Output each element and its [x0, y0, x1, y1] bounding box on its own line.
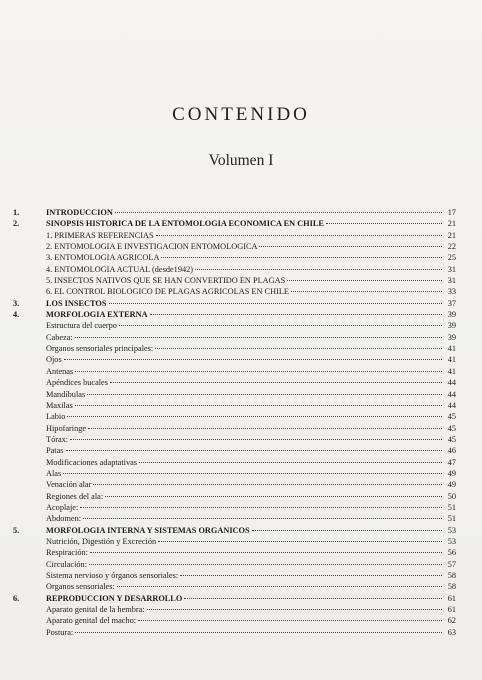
toc-entry-title: 2. ENTOMOLOGIA E INVESTIGACION ENTOMOLOGICA	[46, 242, 258, 252]
toc-entry-title: Labio	[46, 412, 66, 422]
toc-entry-title: MORFOLOGIA INTERNA Y SISTEMAS ORGANICOS	[46, 525, 250, 535]
toc-chapter-row	[0, 593, 482, 604]
toc-page-number: 51	[447, 514, 456, 524]
toc-chapter-number: 6.	[13, 593, 20, 603]
toc-entry-title: Respiración:	[46, 548, 88, 558]
toc-page-number: 45	[447, 434, 456, 444]
toc-entry	[46, 615, 456, 626]
toc-section-row	[0, 286, 482, 297]
toc-entry	[46, 547, 456, 558]
toc-entry-title: Patas	[46, 446, 64, 456]
toc-entry-title: REPRODUCCION Y DESARROLLO	[46, 593, 183, 603]
dot-leader	[83, 518, 442, 519]
toc-page-number: 25	[447, 253, 456, 263]
toc-entry-title: Maxilas	[46, 400, 73, 410]
toc-section-row	[0, 570, 482, 581]
toc-entry	[46, 218, 456, 229]
toc-section-row	[0, 468, 482, 479]
toc-entry-title: Circulación:	[46, 559, 88, 569]
toc-page-number: 50	[447, 491, 456, 501]
dot-leader	[75, 405, 442, 406]
toc-section-row	[0, 547, 482, 558]
dot-leader	[150, 314, 442, 315]
toc-entry	[46, 286, 456, 297]
toc-entry-title: Regiones del ala:	[46, 491, 104, 501]
toc-entry	[46, 479, 456, 490]
toc-section-row	[0, 275, 482, 286]
toc-entry-title: 3. ENTOMOLOGIA AGRICOLA	[46, 253, 160, 263]
toc-entry-title: Apéndices bucales	[46, 378, 108, 388]
toc-entry-title: Aparato genital de la hembra:	[46, 605, 145, 615]
toc-entry-title: Estructura del cuerpo	[46, 321, 117, 331]
toc-page-number: 33	[447, 287, 456, 297]
dot-leader	[195, 269, 442, 270]
dot-leader	[161, 257, 442, 258]
toc-section-row	[0, 320, 482, 331]
dot-leader	[109, 303, 443, 304]
dot-leader	[119, 325, 442, 326]
toc-entry-title: Postura:	[46, 627, 74, 637]
table-of-contents	[0, 207, 482, 638]
dot-leader	[287, 280, 442, 281]
toc-page-number: 44	[447, 389, 456, 399]
toc-chapter-number: 3.	[13, 298, 20, 308]
toc-page-number: 17	[447, 208, 456, 217]
toc-entry	[46, 513, 456, 524]
toc-entry	[46, 468, 456, 479]
toc-section-row	[0, 411, 482, 422]
dot-leader	[138, 620, 442, 621]
toc-entry	[46, 627, 456, 638]
toc-entry-title: Antenas	[46, 366, 74, 376]
dot-leader	[180, 575, 442, 576]
dot-leader	[66, 450, 442, 451]
toc-section-row	[0, 457, 482, 468]
toc-section-row	[0, 479, 482, 490]
dot-leader	[147, 609, 442, 610]
toc-page-number: 61	[447, 593, 456, 603]
dot-leader	[67, 416, 442, 417]
toc-page-number: 45	[447, 412, 456, 422]
toc-entry-title: Ojos	[46, 355, 62, 365]
toc-section-row	[0, 252, 482, 263]
toc-section-row	[0, 423, 482, 434]
toc-page-number: 53	[447, 525, 456, 535]
toc-page-number: 21	[447, 219, 456, 229]
toc-page-number: 39	[447, 321, 456, 331]
toc-page-number: 58	[447, 582, 456, 592]
toc-chapter-row	[0, 207, 482, 218]
toc-page-number: 57	[447, 559, 456, 569]
dot-leader	[291, 291, 442, 292]
dot-leader	[115, 212, 442, 213]
toc-section-row	[0, 559, 482, 570]
toc-section-row	[0, 377, 482, 388]
toc-section-row	[0, 445, 482, 456]
toc-page-number: 22	[447, 242, 456, 252]
toc-page-number: 39	[447, 310, 456, 320]
toc-entry-title: 5. INSECTOS NATIVOS QUE SE HAN CONVERTIDO EN PLAGAS	[46, 276, 286, 286]
toc-page-number: 62	[447, 616, 456, 626]
toc-entry	[46, 354, 456, 365]
dot-leader	[75, 337, 442, 338]
toc-page-number: 46	[447, 446, 456, 456]
dot-leader	[155, 348, 442, 349]
toc-entry-title: Nutrición, Digestión y Excreción	[46, 536, 157, 546]
toc-entry	[46, 389, 456, 400]
dot-leader	[156, 235, 442, 236]
toc-chapter-row	[0, 525, 482, 536]
toc-entry	[46, 343, 456, 354]
toc-entry-title: LOS INSECTOS	[46, 298, 107, 308]
toc-page-number: 51	[447, 502, 456, 512]
toc-entry-title: Organos sensoriales:	[46, 582, 115, 592]
dot-leader	[88, 428, 442, 429]
dot-leader	[75, 371, 442, 372]
toc-chapter-row	[0, 218, 482, 229]
toc-section-row	[0, 366, 482, 377]
volume-subtitle: Volumen I	[208, 152, 274, 169]
toc-chapter-row	[0, 298, 482, 309]
toc-entry-title: Alas	[46, 468, 62, 478]
toc-page-number: 41	[447, 344, 456, 354]
toc-entry-title: 1. PRIMERAS REFERENCIAS	[46, 230, 154, 240]
toc-entry-title: Modificaciones adaptativas	[46, 457, 138, 467]
toc-entry	[46, 264, 456, 275]
toc-entry	[46, 275, 456, 286]
dot-leader	[110, 382, 442, 383]
toc-entry-title: Mandíbulas	[46, 389, 86, 399]
toc-entry-title: MORFOLOGIA EXTERNA	[46, 310, 148, 320]
toc-page-number: 49	[447, 480, 456, 490]
toc-entry-title: 4. ENTOMOLOGIA ACTUAL (desde1942)	[46, 264, 194, 274]
toc-chapter-number: 2.	[13, 219, 20, 229]
toc-entry-title: Aparato genital del macho:	[46, 616, 137, 626]
toc-page-number: 49	[447, 468, 456, 478]
toc-entry	[46, 241, 456, 252]
toc-entry	[46, 502, 456, 513]
dot-leader	[90, 552, 442, 553]
toc-entry-title: Abdomen:	[46, 514, 82, 524]
toc-entry-title: Acoplaje:	[46, 502, 79, 512]
toc-chapter-number: 4.	[13, 310, 20, 320]
toc-section-row	[0, 615, 482, 626]
toc-page-number: 47	[447, 457, 456, 467]
toc-entry	[46, 400, 456, 411]
toc-entry	[46, 252, 456, 263]
toc-entry	[46, 411, 456, 422]
toc-entry-title: Tórax:	[46, 434, 69, 444]
toc-entry-title: Sistema nervioso y órganos sensoriales:	[46, 571, 179, 580]
toc-page-number: 39	[447, 332, 456, 342]
toc-entry	[46, 559, 456, 570]
toc-page-number: 41	[447, 355, 456, 365]
toc-section-row	[0, 241, 482, 252]
dot-leader	[93, 484, 442, 485]
toc-chapter-number: 5.	[13, 525, 20, 535]
toc-entry	[46, 230, 456, 241]
toc-entry	[46, 536, 456, 547]
dot-leader	[70, 439, 442, 440]
toc-page-number: 37	[447, 298, 456, 308]
toc-page-number: 45	[447, 423, 456, 433]
dot-leader	[326, 223, 442, 224]
toc-entry	[46, 309, 456, 320]
toc-entry	[46, 491, 456, 502]
toc-chapter-number: 1.	[13, 208, 20, 217]
toc-section-row	[0, 389, 482, 400]
dot-leader	[75, 632, 442, 633]
toc-entry	[46, 423, 456, 434]
toc-entry	[46, 298, 456, 309]
toc-entry	[46, 593, 456, 604]
toc-page-number: 31	[447, 276, 456, 286]
toc-entry-title: 6. EL CONTROL BIOLOGICO DE PLAGAS AGRICOLAS EN CHILE	[46, 287, 289, 297]
dot-leader	[80, 507, 442, 508]
dot-leader	[63, 473, 442, 474]
dot-leader	[252, 530, 442, 531]
toc-page-number: 41	[447, 366, 456, 376]
toc-entry-title: Hipofaringe	[46, 423, 87, 433]
toc-entry	[46, 457, 456, 468]
toc-section-row	[0, 536, 482, 547]
toc-section-row	[0, 332, 482, 343]
toc-entry	[46, 377, 456, 388]
toc-section-row	[0, 354, 482, 365]
toc-section-row	[0, 502, 482, 513]
toc-entry	[46, 581, 456, 592]
dot-leader	[64, 359, 442, 360]
toc-page-number: 53	[447, 536, 456, 546]
toc-entry	[46, 320, 456, 331]
toc-entry	[46, 604, 456, 615]
toc-page-number: 63	[447, 627, 456, 637]
toc-page-number: 31	[447, 264, 456, 274]
toc-page-number: 21	[447, 230, 456, 240]
toc-entry-title: SINOPSIS HISTORICA DE LA ENTOMOLOGIA ECONOMICA EN CHILE	[46, 219, 324, 229]
toc-entry	[46, 434, 456, 445]
dot-leader	[89, 564, 442, 565]
dot-leader	[139, 462, 442, 463]
toc-entry	[46, 366, 456, 377]
toc-section-row	[0, 581, 482, 592]
dot-leader	[87, 394, 442, 395]
toc-page-number: 44	[447, 400, 456, 410]
toc-section-row	[0, 604, 482, 615]
toc-section-row	[0, 343, 482, 354]
toc-section-row	[0, 491, 482, 502]
dot-leader	[105, 496, 442, 497]
toc-entry	[46, 570, 456, 581]
toc-section-row	[0, 434, 482, 445]
toc-section-row	[0, 627, 482, 638]
page-title: CONTENIDO	[172, 104, 310, 125]
toc-entry-title: Venación alar	[46, 480, 92, 490]
toc-entry-title: INTRODUCCION	[46, 208, 113, 217]
toc-section-row	[0, 230, 482, 241]
dot-leader	[158, 541, 442, 542]
toc-page-number: 61	[447, 605, 456, 615]
toc-entry	[46, 332, 456, 343]
dot-leader	[184, 598, 442, 599]
toc-chapter-row	[0, 309, 482, 320]
toc-page-number: 58	[447, 571, 456, 580]
toc-section-row	[0, 264, 482, 275]
toc-section-row	[0, 400, 482, 411]
toc-entry	[46, 445, 456, 456]
toc-section-row	[0, 513, 482, 524]
toc-entry-title: Cabeza:	[46, 332, 73, 342]
toc-entry	[46, 207, 456, 218]
toc-entry-title: Organos sensoriales principales:	[46, 344, 154, 354]
toc-page-number: 56	[447, 548, 456, 558]
dot-leader	[117, 586, 442, 587]
toc-page-number: 44	[447, 378, 456, 388]
dot-leader	[259, 246, 442, 247]
toc-entry	[46, 525, 456, 536]
